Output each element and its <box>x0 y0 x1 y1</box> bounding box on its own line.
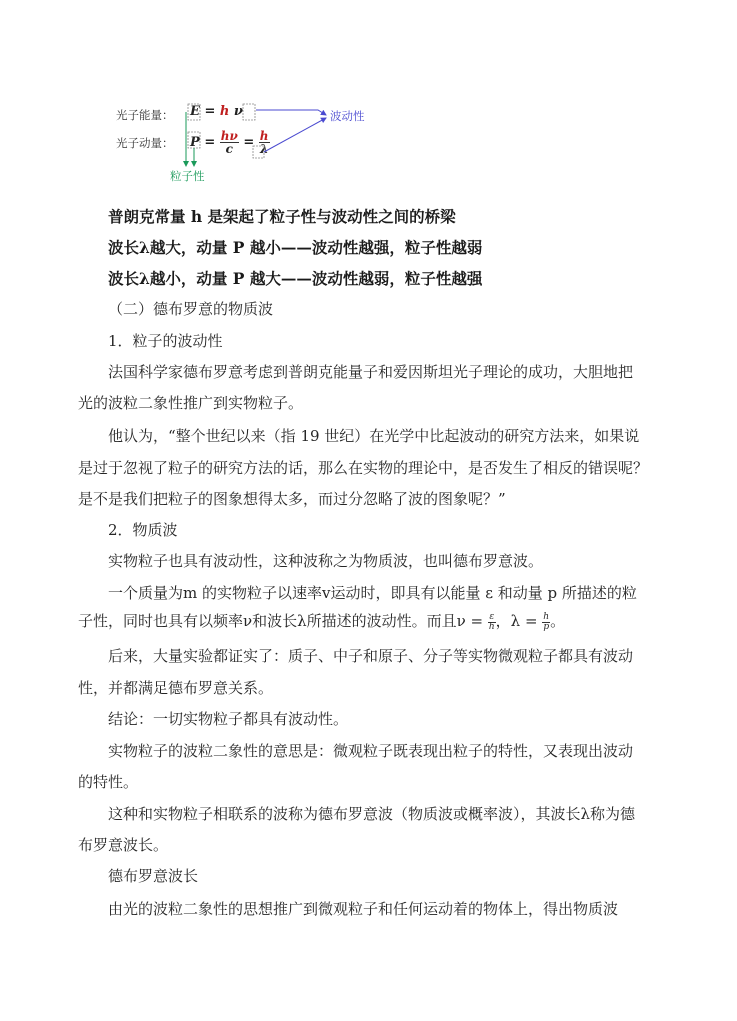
bold-line-2: 波长λ越大，动量 P 越小——波动性越强，粒子性越弱 <box>108 238 483 257</box>
paragraph-2-line-3: 是不是我们把粒子的图象想得太多，而过分忽略了波的图象呢？” <box>78 490 506 508</box>
paragraph-7-line-2: 的特性。 <box>78 773 139 791</box>
paragraph-10: 由光的波粒二象性的思想推广到微观粒子和任何运动着的物体上，得出物质波 <box>108 900 619 918</box>
paragraph-5-line-2: 性，并都满足德布罗意关系。 <box>78 679 274 697</box>
fraction-numerator: ε <box>489 611 495 622</box>
energy-box <box>188 104 200 120</box>
nu-box <box>243 104 255 120</box>
equals-sign: = <box>243 135 255 150</box>
paragraph-2-line-1: 他认为，“整个世纪以来（指 19 世纪）在光学中比起波动的研究方法来，如果说 <box>108 427 640 445</box>
frequency-symbol: ν <box>233 104 243 119</box>
momentum-label: 光子动量： <box>116 136 174 150</box>
paragraph-3: 实物粒子也具有波动性，这种波称之为物质波，也叫德布罗意波。 <box>108 552 544 570</box>
diagram-arrows <box>0 0 400 190</box>
equals-sign: = <box>204 104 216 119</box>
paragraph-8-line-2: 布罗意波长。 <box>78 836 169 854</box>
paragraph-1-line-2: 光的波粒二象性推广到实物粒子。 <box>78 394 304 412</box>
conclusion: 结论：一切实物粒子都具有波动性。 <box>108 710 349 728</box>
fraction-denominator: λ <box>259 142 269 156</box>
paragraph-4-line-2 <box>78 610 565 632</box>
paragraph-9: 德布罗意波长 <box>108 867 199 885</box>
paragraph-5-line-1: 后来，大量实验都证实了：质子、中子和原子、分子等实物微观粒子都具有波动 <box>108 647 634 665</box>
wave-arrow-from-lambda <box>264 118 326 152</box>
energy-label: 光子能量： <box>116 108 174 122</box>
energy-symbol: E <box>190 104 200 119</box>
particle-label: 粒子性 <box>170 169 205 183</box>
epsilon-over-h-fraction <box>488 613 496 632</box>
momentum-symbol: P <box>190 135 200 150</box>
bold-line-1: 普朗克常量 h 是架起了粒子性与波动性之间的桥梁 <box>108 207 456 226</box>
subheading-1: 1．粒子的波动性 <box>108 332 223 350</box>
planck-constant-symbol: h <box>219 104 230 119</box>
equals-sign: = <box>204 135 216 150</box>
subheading-2: 2．物质波 <box>108 521 178 539</box>
fraction-denominator: h <box>488 621 495 632</box>
fraction-numerator: h <box>259 129 269 143</box>
paragraph-8-line-1: 这种和实物粒子相联系的波称为德布罗意波（物质波或概率波），其波长λ称为德 <box>108 805 636 823</box>
paragraph-4-text: 子性，同时也具有以频率ν和波长λ所描述的波动性。而且ν = <box>78 612 484 630</box>
wave-label: 波动性 <box>330 109 365 123</box>
section-heading: （二）德布罗意的物质波 <box>108 300 274 318</box>
paragraph-4-end: 。 <box>550 612 566 630</box>
h-over-p-fraction <box>542 613 550 632</box>
paragraph-4-line-1: 一个质量为m 的实物粒子以速率v运动时，即具有以能量 ε 和动量 p 所描述的粒 <box>108 584 637 602</box>
paragraph-7-line-1: 实物粒子的波粒二象性的意思是：微观粒子既表现出粒子的特性，又表现出波动 <box>108 742 634 760</box>
fraction-denominator: p <box>543 621 550 632</box>
fraction-numerator: hν <box>220 129 238 143</box>
momentum-box <box>188 132 200 148</box>
paragraph-1-line-1: 法国科学家德布罗意考虑到普朗克能量子和爱因斯坦光子理论的成功，大胆地把 <box>108 363 634 381</box>
lambda-box <box>253 146 264 158</box>
fraction-denominator: c <box>225 142 233 156</box>
wave-arrow-from-nu <box>256 110 326 115</box>
bold-line-3: 波长λ越小，动量 P 越大——波动性越弱，粒子性越强 <box>108 269 483 288</box>
paragraph-4-mid: ，λ = <box>495 612 538 630</box>
fraction-numerator: h <box>543 611 550 622</box>
paragraph-2-line-2: 是过于忽视了粒子的研究方法的话，那么在实物的理论中，是否发生了相反的错误呢？ <box>78 459 649 477</box>
